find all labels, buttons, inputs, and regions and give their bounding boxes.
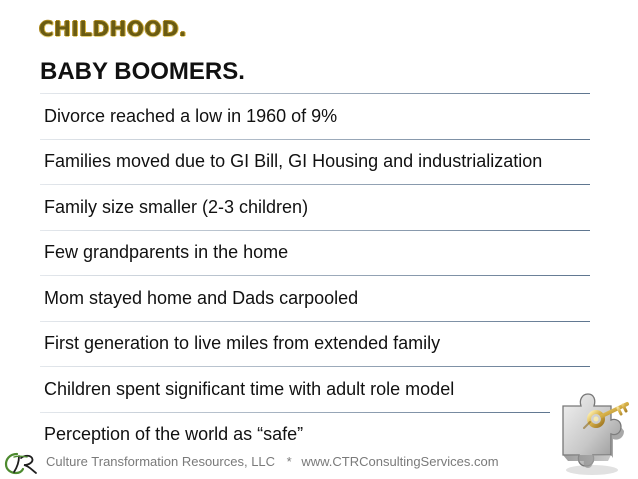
bullet-list xyxy=(40,93,590,457)
footer-company: Culture Transformation Resources, LLC xyxy=(46,454,276,469)
slide-heading: CHILDHOOD. xyxy=(39,17,188,41)
footer-website-link[interactable]: www.CTRConsultingServices.com xyxy=(301,454,499,469)
footer-separator: * xyxy=(286,454,292,469)
list-item: Mom stayed home and Dads carpooled xyxy=(40,275,590,321)
list-item: Family size smaller (2-3 children) xyxy=(40,184,590,230)
list-item: Divorce reached a low in 1960 of 9% xyxy=(40,93,590,139)
footer xyxy=(0,451,520,473)
footer-text xyxy=(46,455,499,469)
list-item: Few grandparents in the home xyxy=(40,230,590,276)
list-item: Families moved due to GI Bill, GI Housing and industrialization xyxy=(40,139,590,185)
list-item: Perception of the world as “safe” xyxy=(40,412,590,458)
puzzle-key-icon xyxy=(550,382,634,477)
list-item: Children spent significant time with adult role model xyxy=(40,366,590,412)
slide-subheading: BABY BOOMERS. xyxy=(40,58,245,85)
ctr-logo-icon xyxy=(3,450,41,476)
list-item: First generation to live miles from extended family xyxy=(40,321,590,367)
